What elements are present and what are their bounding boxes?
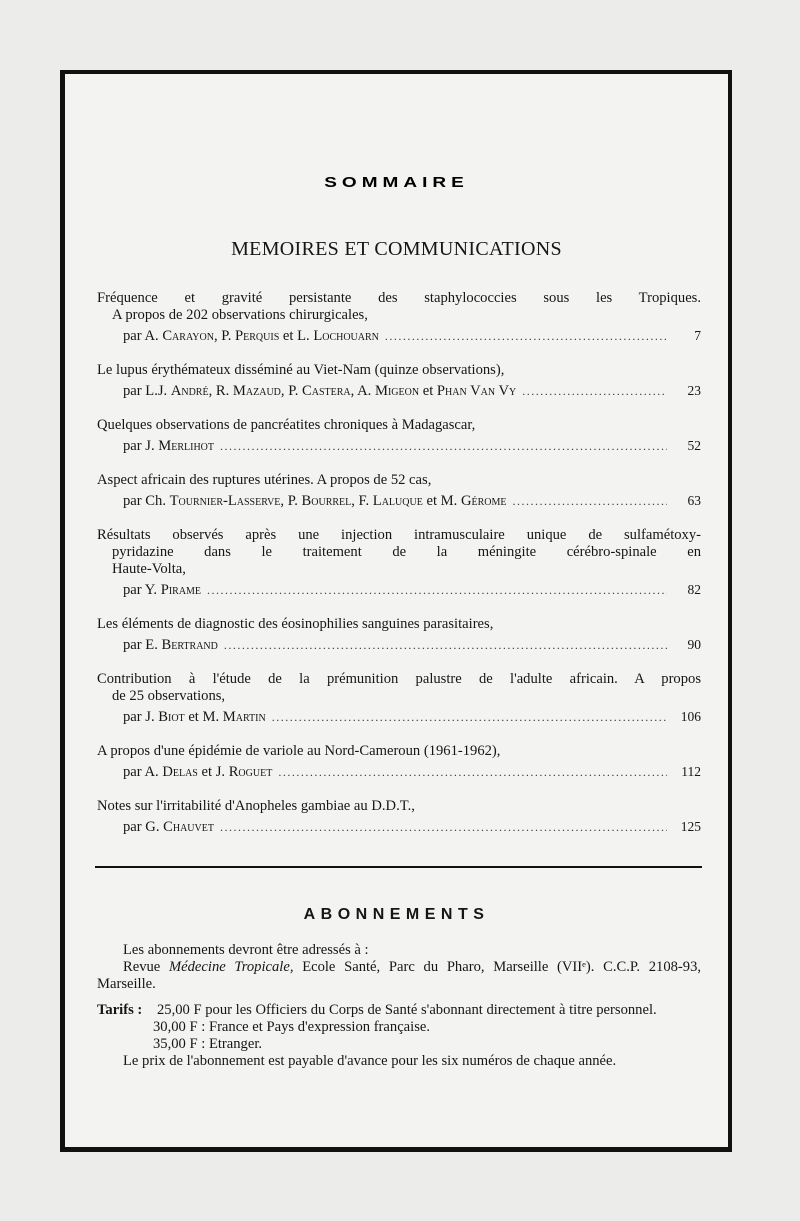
entry-page-number: 52 xyxy=(687,438,701,453)
dot-leader xyxy=(385,328,667,345)
entry-author-row xyxy=(97,382,701,400)
address-rest: Ecole Santé, Parc du Pharo, Marseille (VIIᵉ). C.C.P. 2108-93, Marseille. xyxy=(97,959,702,992)
author-surname: Castera xyxy=(302,383,351,399)
entry-authors xyxy=(123,383,516,400)
entry-title-line: pyridazine dans le traitement de la méningite cérébro-spinale en xyxy=(112,544,701,560)
entry-title-line: Aspect africain des ruptures utérines. A propos de 52 cas, xyxy=(97,472,432,488)
author-text: par J. xyxy=(123,438,159,454)
author-text: par L.J. xyxy=(123,383,171,399)
dot-leader xyxy=(522,383,667,400)
author-text: par E. xyxy=(123,637,162,653)
tarif-1: 25,00 F pour les Officiers du Corps de Santé s'abonnant directement à titre personnel. xyxy=(157,1002,657,1018)
author-text: , P. xyxy=(280,493,302,509)
tarif-row-1 xyxy=(97,1002,701,1019)
contents-frame xyxy=(60,70,732,1152)
author-surname: Delas xyxy=(162,764,198,780)
dot-leader xyxy=(224,637,667,654)
dot-leader xyxy=(272,709,667,726)
author-surname: Biot xyxy=(158,709,185,725)
tarifs-label: Tarifs : xyxy=(97,1002,143,1018)
payment-note: Le prix de l'abonnement est payable d'avance pour les six numéros de chaque année. xyxy=(123,1053,617,1069)
entry-authors xyxy=(123,328,379,345)
author-text: par J. xyxy=(123,709,159,725)
journal-name: Médecine Tropicale, xyxy=(169,959,294,975)
author-text: par A. xyxy=(123,764,163,780)
entry-authors xyxy=(123,582,201,599)
entry-title-line: Contribution à l'étude de la prémunition palustre de l'adulte africain. A propos xyxy=(97,671,701,687)
entry-title-line: Haute-Volta, xyxy=(112,561,186,577)
entry-author-row xyxy=(97,763,701,781)
author-surname: Carayon xyxy=(162,328,214,344)
tarif-3: 35,00 F : Etranger. xyxy=(153,1036,263,1052)
contents-entry xyxy=(97,616,701,654)
dot-leader xyxy=(512,493,667,510)
address-prefix: Revue xyxy=(123,959,169,975)
entry-author-row xyxy=(97,636,701,654)
author-surname: Merlihot xyxy=(158,438,215,454)
entry-page-number: 90 xyxy=(687,637,701,652)
contents-entry xyxy=(97,362,701,400)
entry-page-number: 82 xyxy=(687,582,701,597)
author-text: et xyxy=(419,383,437,399)
entry-page-number: 125 xyxy=(680,819,701,834)
author-surname: Migeon xyxy=(374,383,420,399)
author-surname: Bourrel xyxy=(301,493,352,509)
entry-authors xyxy=(123,819,214,836)
contents-entry xyxy=(97,417,701,455)
author-text: par Y. xyxy=(123,582,161,598)
entry-authors xyxy=(123,493,506,510)
author-surname: Chauvet xyxy=(163,819,214,835)
entry-title-line: de 25 observations, xyxy=(112,688,226,704)
entry-page-number: 7 xyxy=(694,328,701,343)
abonnements-intro: Les abonnements devront être adressés à : xyxy=(123,942,369,958)
entry-page-number: 106 xyxy=(680,709,701,724)
author-text: par Ch. xyxy=(123,493,170,509)
entry-author-row xyxy=(97,437,701,455)
entry-authors xyxy=(123,637,218,654)
entry-title-line: Les éléments de diagnostic des éosinophilies sanguines parasitaires, xyxy=(97,616,494,632)
abonnements-heading: ABONNEMENTS xyxy=(303,906,490,923)
entry-page-number: 23 xyxy=(687,383,701,398)
author-surname: Phan Van Vy xyxy=(436,383,517,399)
divider-rule xyxy=(95,866,702,868)
entry-title-line: Résultats observés après une injection intramusculaire unique de sulfamétoxy- xyxy=(97,527,701,543)
entry-page-number: 112 xyxy=(681,764,701,779)
author-text: , R. xyxy=(208,383,233,399)
author-surname: Lochouarn xyxy=(313,328,379,344)
entry-page-number: 63 xyxy=(687,493,701,508)
contents-entry xyxy=(97,290,701,345)
author-surname: Mazaud xyxy=(232,383,281,399)
entry-author-row xyxy=(97,581,701,599)
author-text: par A. xyxy=(123,328,163,344)
author-surname: Roguet xyxy=(228,764,273,780)
dot-leader xyxy=(220,438,667,455)
author-text: , P. xyxy=(280,383,302,399)
tarif-2: 30,00 F : France et Pays d'expression française. xyxy=(153,1019,431,1035)
entry-title-line: Notes sur l'irritabilité d'Anopheles gambiae au D.D.T., xyxy=(97,798,415,814)
section-title: MEMOIRES ET COMMUNICATIONS xyxy=(231,238,562,260)
entry-title-line: A propos de 202 observations chirurgicales, xyxy=(112,307,368,323)
author-surname: Laluque xyxy=(372,493,423,509)
entry-author-row xyxy=(97,818,701,836)
author-surname: Martin xyxy=(222,709,266,725)
contents-list xyxy=(97,290,701,853)
dot-leader xyxy=(220,819,667,836)
author-text: , A. xyxy=(350,383,375,399)
author-text: , P. xyxy=(213,328,236,344)
entry-authors xyxy=(123,764,272,781)
author-surname: André xyxy=(170,383,209,399)
contents-entry xyxy=(97,472,701,510)
contents-entry xyxy=(97,798,701,836)
entry-title-line: Quelques observations de pancréatites chroniques à Madagascar, xyxy=(97,417,476,433)
author-text: et J. xyxy=(197,764,229,780)
entry-authors xyxy=(123,438,214,455)
contents-entry xyxy=(97,743,701,781)
author-surname: Perquis xyxy=(235,328,280,344)
entry-author-row xyxy=(97,492,701,510)
dot-leader xyxy=(278,764,667,781)
author-text: et L. xyxy=(279,328,314,344)
author-surname: Tournier-Lasserve xyxy=(169,493,281,509)
author-text: , F. xyxy=(351,493,373,509)
author-text: et M. xyxy=(422,493,461,509)
entry-title-line: A propos d'une épidémie de variole au Nord-Cameroun (1961-1962), xyxy=(97,743,501,759)
author-surname: Bertrand xyxy=(161,637,218,653)
author-text: par G. xyxy=(123,819,164,835)
dot-leader xyxy=(207,582,667,599)
entry-title-line: Fréquence et gravité persistante des staphylococcies sous les Tropiques. xyxy=(97,290,701,306)
contents-entry xyxy=(97,671,701,726)
author-surname: Gérome xyxy=(460,493,507,509)
entry-author-row xyxy=(97,327,701,345)
entry-authors xyxy=(123,709,266,726)
abonnements-address xyxy=(97,959,701,993)
contents-entry xyxy=(97,527,701,599)
entry-title-line: Le lupus érythémateux disséminé au Viet-Nam (quinze observations), xyxy=(97,362,505,378)
entry-author-row xyxy=(97,708,701,726)
author-surname: Pirame xyxy=(160,582,202,598)
sommaire-heading: SOMMAIRE xyxy=(324,174,469,191)
abonnements-section xyxy=(97,942,701,1070)
author-text: et M. xyxy=(184,709,223,725)
